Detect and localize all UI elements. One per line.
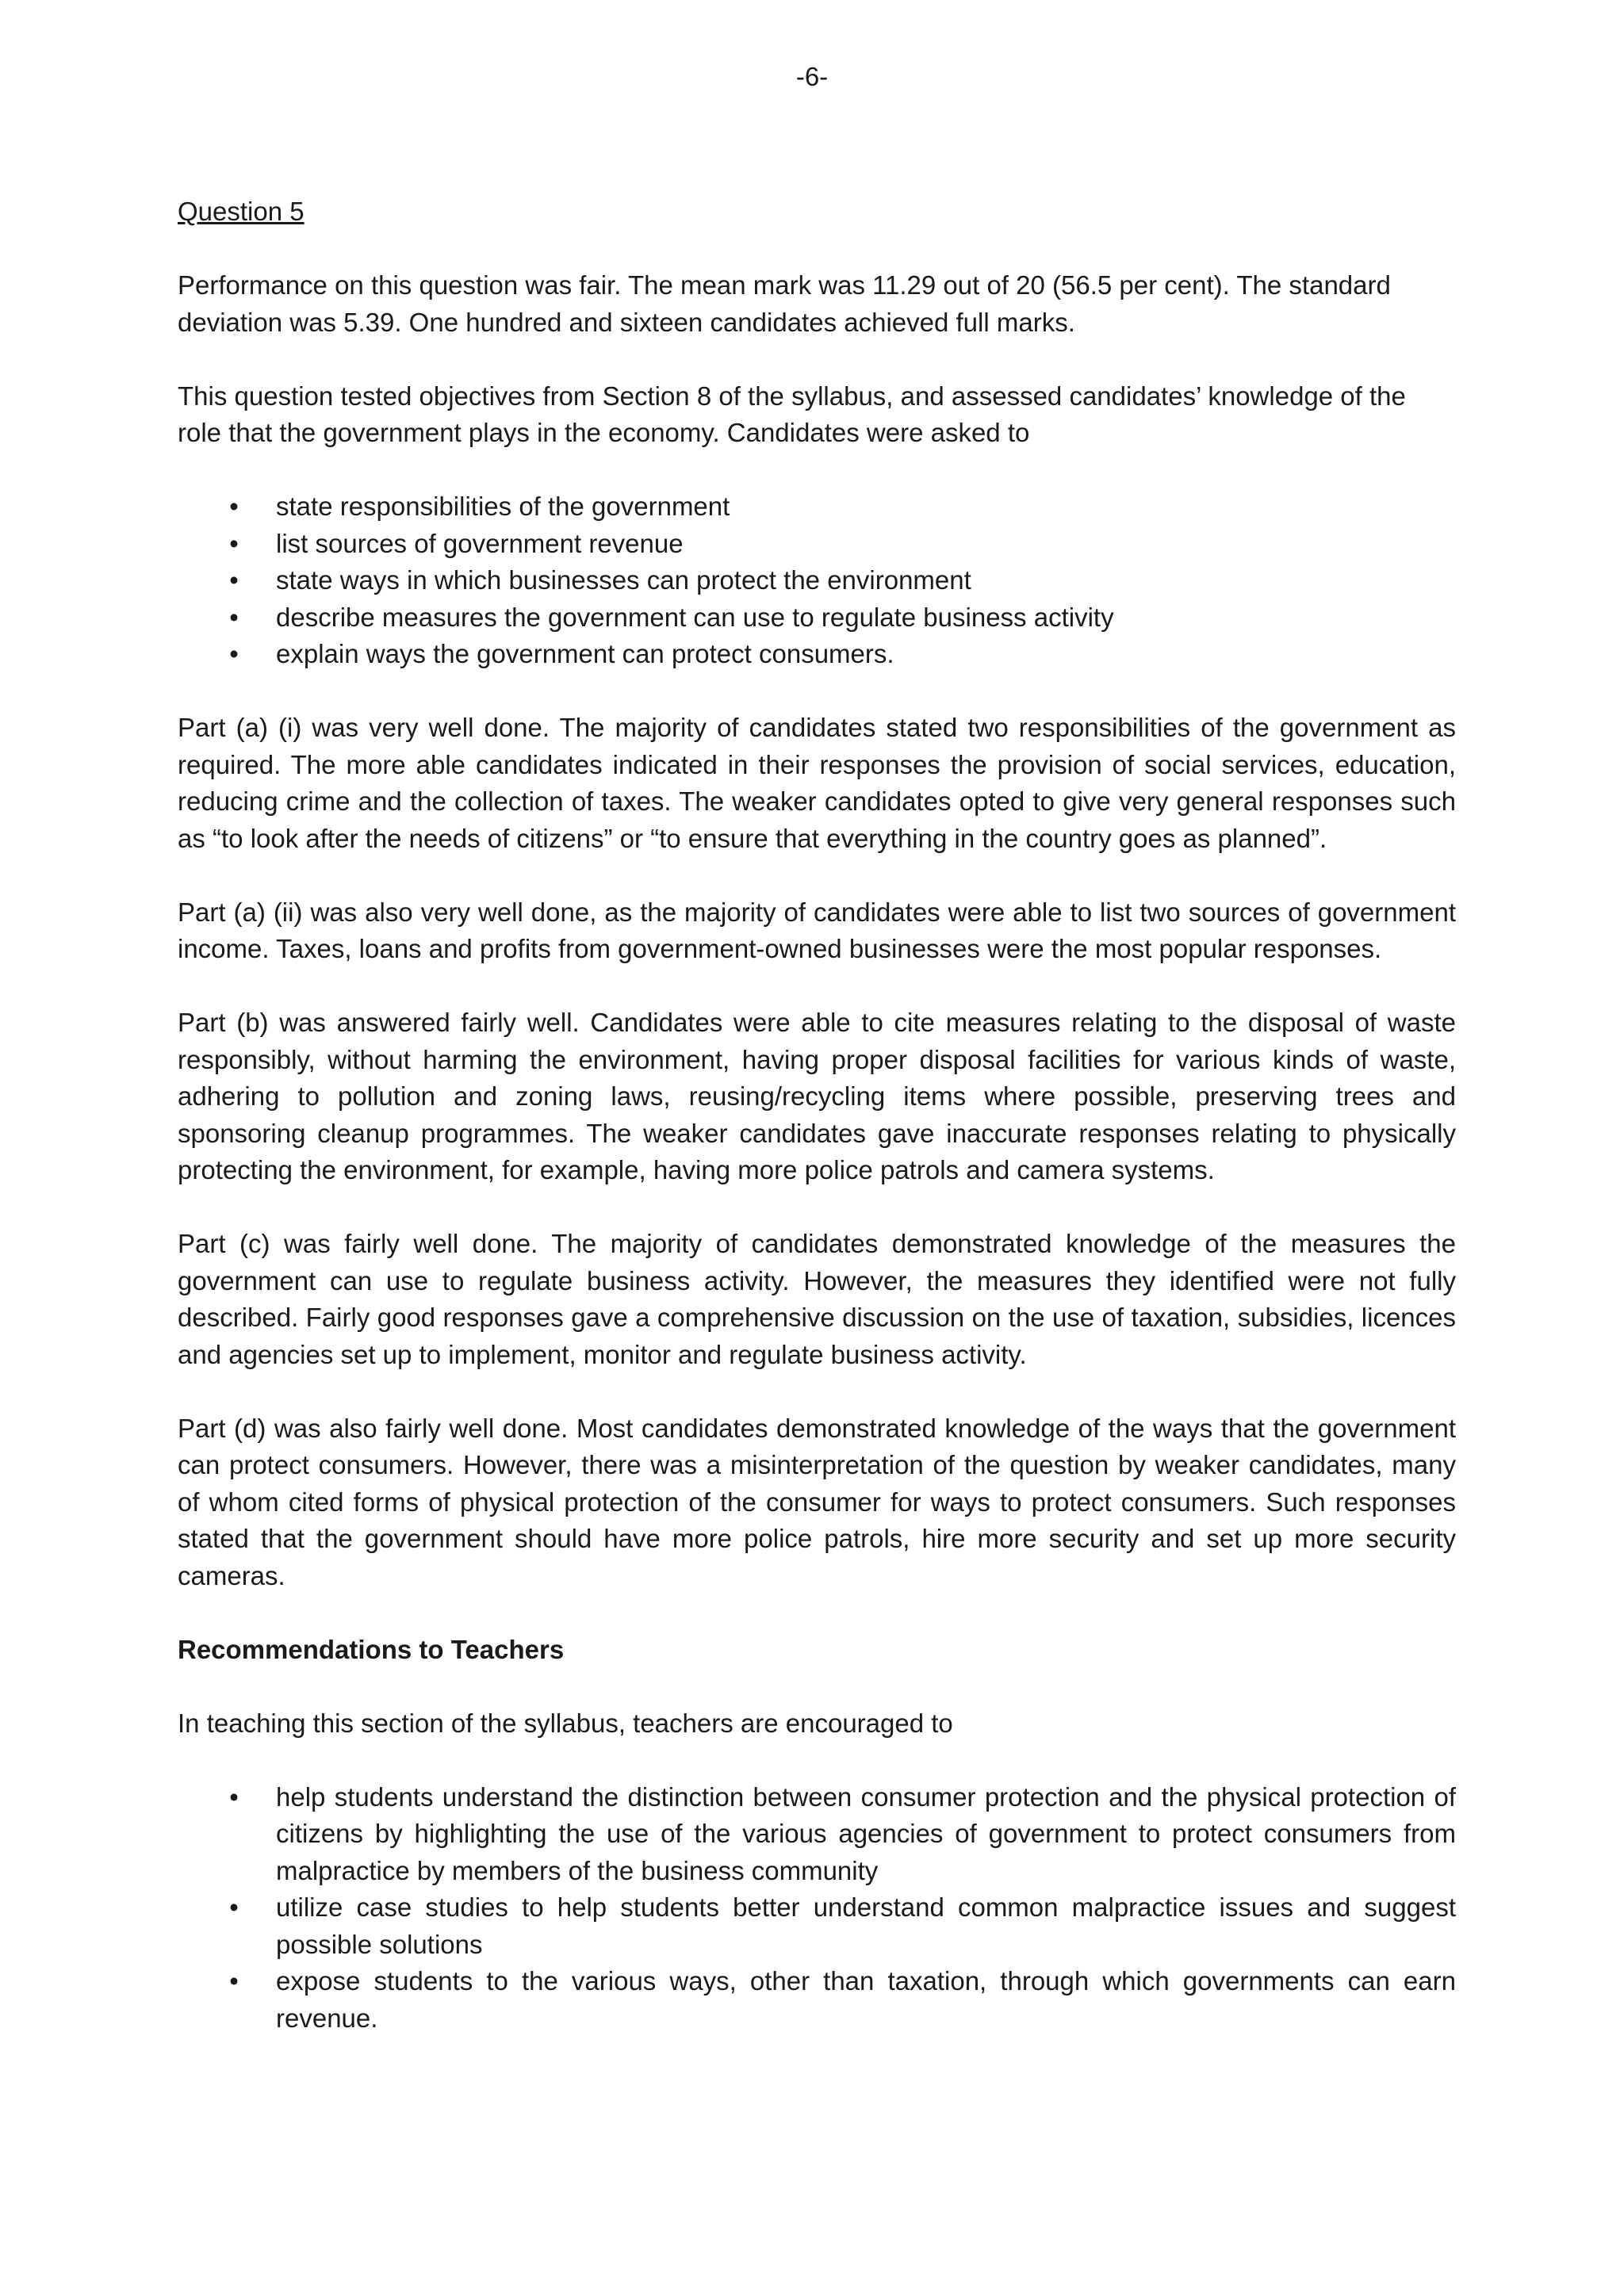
list-item-text: describe measures the government can use to regulate business activity	[276, 602, 1114, 632]
intro-paragraph: Performance on this question was fair. The mean mark was 11.29 out of 20 (56.5 per cent). The standard deviation was 5.39. One hundred and sixteen candidates achieved full marks.	[178, 270, 1391, 337]
bullet-icon: •	[229, 1966, 239, 1996]
bullet-icon: •	[229, 602, 239, 632]
list-item	[178, 526, 1456, 563]
list-item-text: explain ways the government can protect consumers.	[276, 639, 894, 668]
recommendations-heading: Recommendations to Teachers	[178, 1634, 565, 1664]
list-item-text: state responsibilities of the government	[276, 492, 730, 521]
bullet-icon: •	[229, 528, 239, 558]
list-item	[178, 488, 1456, 526]
part-b-paragraph: Part (b) was answered fairly well. Candidates were able to cite measures relating to the disposal of waste responsibly, without harming the environment, having proper disposal facilities for various kinds of waste, adhering to pollution and zoning laws, reusing/recycling items where possible, preserving trees and sponsoring cleanup programmes. The weaker candidates gave inaccurate responses relating to physically protecting the environment, for example, having more police patrols and camera systems.	[178, 1008, 1456, 1184]
list-item-text: help students understand the distinction between consumer protection and the physical protection of citizens by highlighting the use of the various agencies of government to protect consumers from malpractice by members of the business community	[276, 1781, 1456, 1885]
part-a-ii-paragraph: Part (a) (ii) was also very well done, as the majority of candidates were able to list two sources of government income. Taxes, loans and profits from government-owned businesses were the most popular responses.	[178, 897, 1456, 963]
part-a-i-paragraph: Part (a) (i) was very well done. The majority of candidates stated two responsibilities of the government as required. The more able candidates indicated in their responses the provision of social services, education, reducing crime and the collection of taxes. The weaker candidates opted to give very general responses such as “to look after the needs of citizens” or “to ensure that everything in the country goes as planned”.	[178, 713, 1456, 853]
bullet-icon: •	[229, 1781, 239, 1812]
list-item-text: list sources of government revenue	[276, 528, 684, 558]
bullet-icon: •	[229, 639, 239, 668]
part-d-paragraph: Part (d) was also fairly well done. Most candidates demonstrated knowledge of the ways that the government can protect consumers. However, there was a misinterpretation of the question by weaker candidates, many of whom cited forms of physical protection of the consumer for ways to protect consumers. Such responses stated that the government should have more police patrols, hire more security and set up more security cameras.	[178, 1413, 1456, 1590]
part-c-paragraph: Part (c) was fairly well done. The majority of candidates demonstrated knowledge of the measures the government can use to regulate business activity. However, the measures they identified were not fully described. Fairly good responses gave a comprehensive discussion on the use of taxation, subsidies, licences and agencies set up to implement, monitor and regulate business activity.	[178, 1229, 1456, 1369]
objectives-list	[178, 488, 1456, 673]
question-heading: Question 5	[178, 197, 304, 226]
list-item	[178, 1889, 1456, 1963]
recommendations-intro: In teaching this section of the syllabus, teachers are encouraged to	[178, 1708, 953, 1738]
list-item-text: state ways in which businesses can protect the environment	[276, 565, 971, 595]
bullet-icon: •	[229, 565, 239, 595]
list-item	[178, 1963, 1456, 2037]
page-number: -6-	[795, 62, 829, 91]
recommendations-list	[178, 1779, 1456, 2038]
document-body	[178, 193, 1456, 2074]
list-item	[178, 1779, 1456, 1890]
list-item	[178, 562, 1456, 599]
list-item	[178, 599, 1456, 637]
bullet-icon: •	[229, 492, 239, 521]
list-item-text: utilize case studies to help students better understand common malpractice issues and suggest possible solutions	[276, 1892, 1456, 1959]
objectives-paragraph: This question tested objectives from Section 8 of the syllabus, and assessed candidates’ knowledge of the role that the government plays in the economy. Candidates were asked to	[178, 381, 1406, 447]
bullet-icon: •	[229, 1892, 239, 1922]
list-item-text: expose students to the various ways, other than taxation, through which governments can earn revenue.	[276, 1966, 1456, 2033]
list-item	[178, 636, 1456, 673]
